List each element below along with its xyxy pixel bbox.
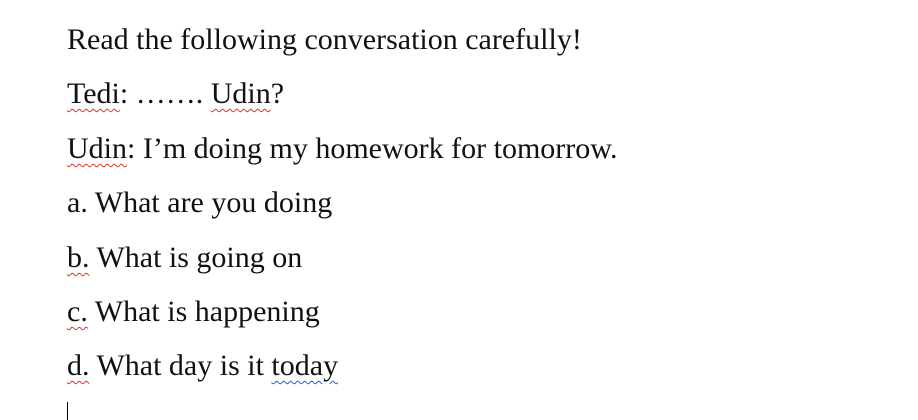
answer-blank: ……. xyxy=(135,77,204,110)
separator: : xyxy=(119,77,136,110)
dialogue-line-udin xyxy=(67,131,617,167)
option-d-tail: today xyxy=(271,349,339,382)
speaker-udin: Udin xyxy=(67,132,127,165)
option-a-prefix: a xyxy=(67,186,81,219)
option-d-prefix: d. xyxy=(67,349,90,382)
option-a-text: . What are you doing xyxy=(80,186,333,219)
option-c-text: What is happening xyxy=(87,295,320,328)
option-b xyxy=(67,240,302,276)
dialogue-line-udin-text: : I’m doing my homework for tomorrow. xyxy=(127,132,618,165)
option-c-prefix: c. xyxy=(67,295,88,328)
option-a xyxy=(67,185,332,221)
option-b-prefix: b. xyxy=(67,241,90,274)
gap xyxy=(203,77,211,110)
dialogue-line-tedi xyxy=(67,76,284,112)
option-c xyxy=(67,294,320,330)
option-d-text: What day is it xyxy=(89,349,272,382)
text-cursor xyxy=(67,402,68,420)
addressee-udin: Udin xyxy=(210,77,271,110)
speaker-tedi: Tedi xyxy=(67,77,120,110)
option-b-text: What is going on xyxy=(89,241,303,274)
option-d xyxy=(67,348,338,384)
instruction-text: Read the following conversation carefully! xyxy=(67,23,582,56)
question-mark: ? xyxy=(270,77,285,110)
